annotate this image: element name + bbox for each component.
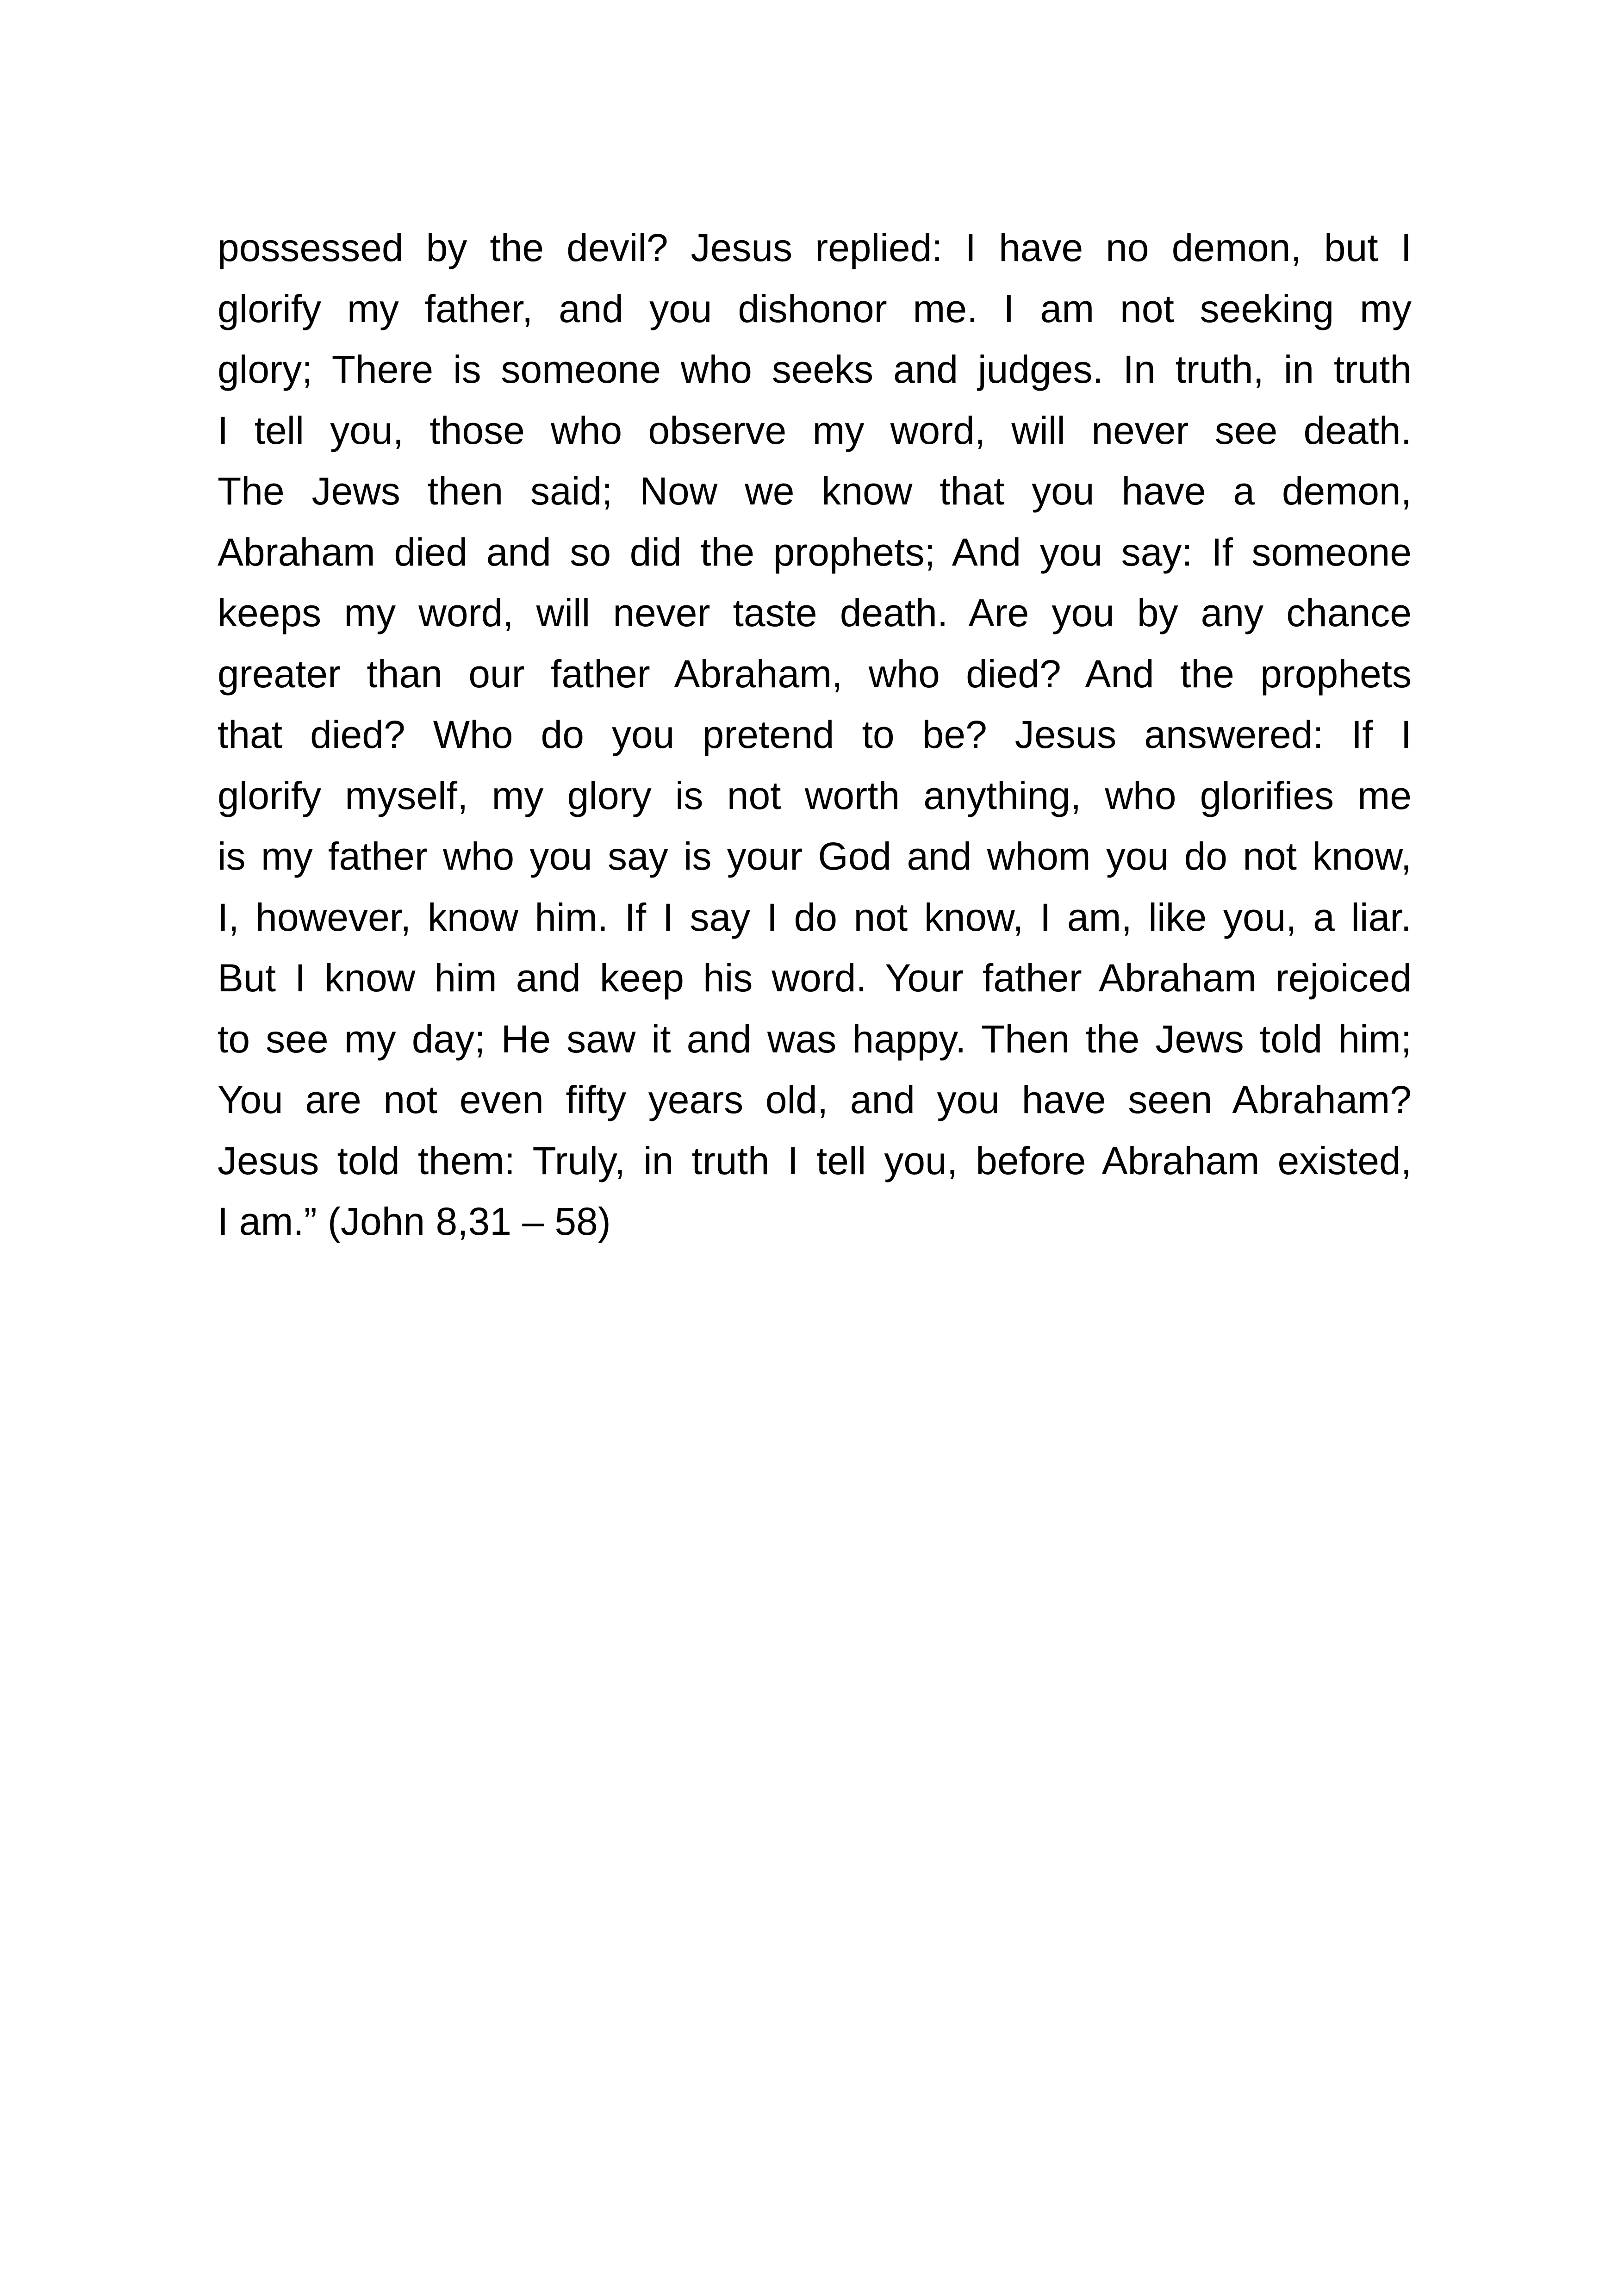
- text-line: is my father who you say is your God and whom you do not know,: [218, 834, 1412, 878]
- citation-line: I am.” (John 8,31 – 58): [218, 1200, 611, 1243]
- body-paragraph: [218, 218, 1412, 1252]
- text-line: I, however, know him. If I say I do not know, I am, like you, a liar.: [218, 895, 1412, 939]
- text-line: glorify my father, and you dishonor me. I am not seeking my: [218, 286, 1412, 330]
- text-line: possessed by the devil? Jesus replied: I have no demon, but I: [218, 226, 1412, 269]
- text-line: that died? Who do you pretend to be? Jesus answered: If I: [218, 713, 1412, 756]
- text-line: Jesus told them: Truly, in truth I tell you, before Abraham existed,: [218, 1139, 1412, 1182]
- text-line: The Jews then said; Now we know that you have a demon,: [218, 469, 1412, 513]
- text-line: You are not even fifty years old, and you have seen Abraham?: [218, 1078, 1412, 1121]
- text-line: glorify myself, my glory is not worth anything, who glorifies me: [218, 773, 1412, 817]
- text-line: Abraham died and so did the prophets; And you say: If someone: [218, 530, 1412, 574]
- text-line: glory; There is someone who seeks and judges. In truth, in truth: [218, 348, 1412, 391]
- text-line: I tell you, those who observe my word, will never see death.: [218, 408, 1412, 452]
- text-line: But I know him and keep his word. Your father Abraham rejoiced: [218, 956, 1412, 1000]
- text-line: greater than our father Abraham, who died? And the prophets: [218, 652, 1412, 696]
- text-line: to see my day; He saw it and was happy. Then the Jews told him;: [218, 1017, 1412, 1061]
- text-line: keeps my word, will never taste death. Are you by any chance: [218, 591, 1412, 635]
